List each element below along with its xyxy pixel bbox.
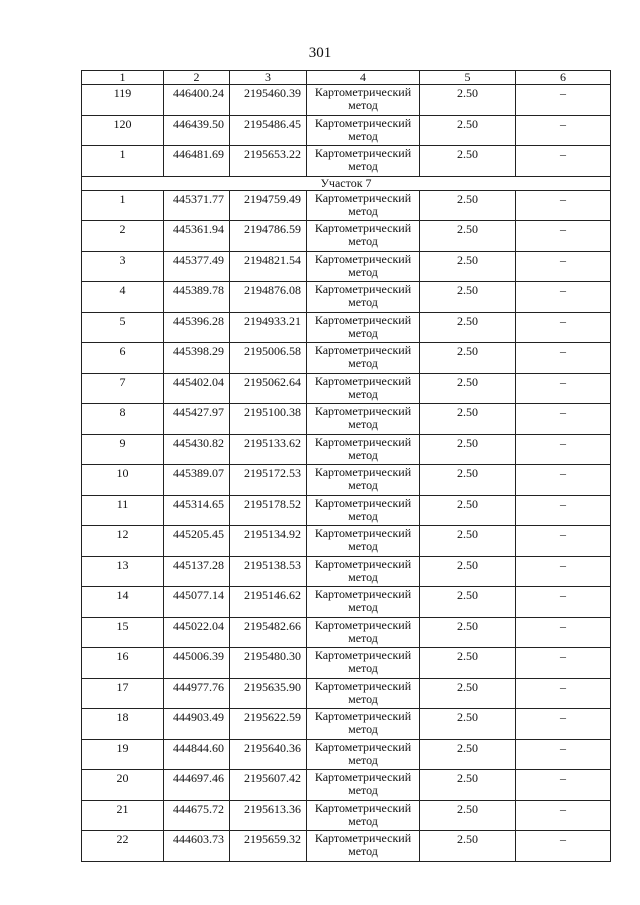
table-row — [82, 343, 611, 374]
column-header: 5 — [420, 71, 516, 85]
point-number-cell: 4 — [82, 282, 164, 313]
point-number-cell: 18 — [82, 709, 164, 740]
empty-value-cell: – — [516, 465, 611, 496]
table-row — [82, 251, 611, 282]
x-coordinate-cell: 446481.69 — [164, 146, 230, 177]
y-coordinate-cell: 2195134.92 — [230, 526, 307, 557]
empty-value-cell: – — [516, 343, 611, 374]
table-row — [82, 282, 611, 313]
empty-value-cell: – — [516, 404, 611, 435]
empty-value-cell: – — [516, 373, 611, 404]
y-coordinate-cell: 2195460.39 — [230, 85, 307, 116]
accuracy-cell: 2.50 — [420, 434, 516, 465]
table-row — [82, 115, 611, 146]
method-cell: Картометрический метод — [307, 465, 420, 496]
point-number-cell: 2 — [82, 221, 164, 252]
accuracy-cell: 2.50 — [420, 146, 516, 177]
table-row — [82, 190, 611, 221]
method-cell: Картометрический метод — [307, 587, 420, 618]
point-number-cell: 16 — [82, 648, 164, 679]
accuracy-cell: 2.50 — [420, 648, 516, 679]
point-number-cell: 6 — [82, 343, 164, 374]
empty-value-cell: – — [516, 526, 611, 557]
point-number-cell: 8 — [82, 404, 164, 435]
y-coordinate-cell: 2195653.22 — [230, 146, 307, 177]
column-header: 3 — [230, 71, 307, 85]
y-coordinate-cell: 2195635.90 — [230, 678, 307, 709]
y-coordinate-cell: 2195133.62 — [230, 434, 307, 465]
y-coordinate-cell: 2194876.08 — [230, 282, 307, 313]
point-number-cell: 17 — [82, 678, 164, 709]
empty-value-cell: – — [516, 190, 611, 221]
x-coordinate-cell: 444844.60 — [164, 739, 230, 770]
method-cell: Картометрический метод — [307, 85, 420, 116]
empty-value-cell: – — [516, 495, 611, 526]
point-number-cell: 21 — [82, 800, 164, 831]
accuracy-cell: 2.50 — [420, 800, 516, 831]
empty-value-cell: – — [516, 770, 611, 801]
empty-value-cell: – — [516, 434, 611, 465]
table-row — [82, 404, 611, 435]
y-coordinate-cell: 2195607.42 — [230, 770, 307, 801]
y-coordinate-cell: 2195659.32 — [230, 831, 307, 862]
empty-value-cell: – — [516, 115, 611, 146]
table-row — [82, 146, 611, 177]
x-coordinate-cell: 445371.77 — [164, 190, 230, 221]
point-number-cell: 5 — [82, 312, 164, 343]
point-number-cell: 3 — [82, 251, 164, 282]
method-cell: Картометрический метод — [307, 404, 420, 435]
column-number-header-row — [82, 71, 611, 85]
column-header: 1 — [82, 71, 164, 85]
x-coordinate-cell: 445398.29 — [164, 343, 230, 374]
method-cell: Картометрический метод — [307, 115, 420, 146]
y-coordinate-cell: 2195100.38 — [230, 404, 307, 435]
empty-value-cell: – — [516, 678, 611, 709]
point-number-cell: 14 — [82, 587, 164, 618]
method-cell: Картометрический метод — [307, 146, 420, 177]
accuracy-cell: 2.50 — [420, 190, 516, 221]
x-coordinate-cell: 445389.78 — [164, 282, 230, 313]
y-coordinate-cell: 2195172.53 — [230, 465, 307, 496]
y-coordinate-cell: 2195062.64 — [230, 373, 307, 404]
page-number: 301 — [308, 45, 332, 61]
point-number-cell: 12 — [82, 526, 164, 557]
method-cell: Картометрический метод — [307, 617, 420, 648]
empty-value-cell: – — [516, 587, 611, 618]
column-header: 4 — [307, 71, 420, 85]
method-cell: Картометрический метод — [307, 282, 420, 313]
empty-value-cell: – — [516, 648, 611, 679]
x-coordinate-cell: 446400.24 — [164, 85, 230, 116]
column-header: 2 — [164, 71, 230, 85]
accuracy-cell: 2.50 — [420, 251, 516, 282]
method-cell: Картометрический метод — [307, 251, 420, 282]
section-row — [82, 176, 611, 190]
table-row — [82, 617, 611, 648]
coordinates-table — [81, 70, 611, 862]
method-cell: Картометрический метод — [307, 312, 420, 343]
x-coordinate-cell: 445430.82 — [164, 434, 230, 465]
x-coordinate-cell: 445377.49 — [164, 251, 230, 282]
method-cell: Картометрический метод — [307, 526, 420, 557]
method-cell: Картометрический метод — [307, 343, 420, 374]
point-number-cell: 120 — [82, 115, 164, 146]
method-cell: Картометрический метод — [307, 800, 420, 831]
y-coordinate-cell: 2195486.45 — [230, 115, 307, 146]
x-coordinate-cell: 444603.73 — [164, 831, 230, 862]
point-number-cell: 11 — [82, 495, 164, 526]
y-coordinate-cell: 2195482.66 — [230, 617, 307, 648]
table-row — [82, 373, 611, 404]
section-title: Участок 7 — [82, 176, 611, 190]
y-coordinate-cell: 2195640.36 — [230, 739, 307, 770]
empty-value-cell: – — [516, 556, 611, 587]
method-cell: Картометрический метод — [307, 709, 420, 740]
table-row — [82, 648, 611, 679]
empty-value-cell: – — [516, 146, 611, 177]
method-cell: Картометрический метод — [307, 770, 420, 801]
table-row — [82, 434, 611, 465]
empty-value-cell: – — [516, 831, 611, 862]
accuracy-cell: 2.50 — [420, 465, 516, 496]
x-coordinate-cell: 445006.39 — [164, 648, 230, 679]
y-coordinate-cell: 2195622.59 — [230, 709, 307, 740]
x-coordinate-cell: 446439.50 — [164, 115, 230, 146]
table-row — [82, 495, 611, 526]
x-coordinate-cell: 445361.94 — [164, 221, 230, 252]
table-row — [82, 831, 611, 862]
table-row — [82, 709, 611, 740]
coordinates-table-body — [82, 71, 611, 862]
empty-value-cell: – — [516, 709, 611, 740]
point-number-cell: 7 — [82, 373, 164, 404]
point-number-cell: 15 — [82, 617, 164, 648]
method-cell: Картометрический метод — [307, 190, 420, 221]
accuracy-cell: 2.50 — [420, 678, 516, 709]
empty-value-cell: – — [516, 617, 611, 648]
table-row — [82, 770, 611, 801]
point-number-cell: 10 — [82, 465, 164, 496]
method-cell: Картометрический метод — [307, 556, 420, 587]
table-row — [82, 678, 611, 709]
table-row — [82, 221, 611, 252]
accuracy-cell: 2.50 — [420, 831, 516, 862]
point-number-cell: 9 — [82, 434, 164, 465]
table-row — [82, 739, 611, 770]
y-coordinate-cell: 2194759.49 — [230, 190, 307, 221]
table-row — [82, 85, 611, 116]
empty-value-cell: – — [516, 85, 611, 116]
y-coordinate-cell: 2195613.36 — [230, 800, 307, 831]
y-coordinate-cell: 2194786.59 — [230, 221, 307, 252]
accuracy-cell: 2.50 — [420, 617, 516, 648]
x-coordinate-cell: 445427.97 — [164, 404, 230, 435]
x-coordinate-cell: 445389.07 — [164, 465, 230, 496]
method-cell: Картометрический метод — [307, 434, 420, 465]
accuracy-cell: 2.50 — [420, 495, 516, 526]
method-cell: Картометрический метод — [307, 739, 420, 770]
y-coordinate-cell: 2195006.58 — [230, 343, 307, 374]
x-coordinate-cell: 444675.72 — [164, 800, 230, 831]
x-coordinate-cell: 445205.45 — [164, 526, 230, 557]
y-coordinate-cell: 2195178.52 — [230, 495, 307, 526]
empty-value-cell: – — [516, 282, 611, 313]
accuracy-cell: 2.50 — [420, 115, 516, 146]
accuracy-cell: 2.50 — [420, 312, 516, 343]
x-coordinate-cell: 445314.65 — [164, 495, 230, 526]
accuracy-cell: 2.50 — [420, 709, 516, 740]
accuracy-cell: 2.50 — [420, 221, 516, 252]
y-coordinate-cell: 2195146.62 — [230, 587, 307, 618]
y-coordinate-cell: 2195138.53 — [230, 556, 307, 587]
y-coordinate-cell: 2195480.30 — [230, 648, 307, 679]
method-cell: Картометрический метод — [307, 495, 420, 526]
method-cell: Картометрический метод — [307, 648, 420, 679]
accuracy-cell: 2.50 — [420, 587, 516, 618]
x-coordinate-cell: 444977.76 — [164, 678, 230, 709]
x-coordinate-cell: 445402.04 — [164, 373, 230, 404]
method-cell: Картометрический метод — [307, 221, 420, 252]
point-number-cell: 1 — [82, 146, 164, 177]
method-cell: Картометрический метод — [307, 373, 420, 404]
empty-value-cell: – — [516, 251, 611, 282]
empty-value-cell: – — [516, 221, 611, 252]
empty-value-cell: – — [516, 739, 611, 770]
table-row — [82, 312, 611, 343]
x-coordinate-cell: 444697.46 — [164, 770, 230, 801]
y-coordinate-cell: 2194821.54 — [230, 251, 307, 282]
accuracy-cell: 2.50 — [420, 85, 516, 116]
x-coordinate-cell: 445077.14 — [164, 587, 230, 618]
table-row — [82, 526, 611, 557]
method-cell: Картометрический метод — [307, 678, 420, 709]
table-row — [82, 556, 611, 587]
point-number-cell: 1 — [82, 190, 164, 221]
x-coordinate-cell: 445137.28 — [164, 556, 230, 587]
x-coordinate-cell: 444903.49 — [164, 709, 230, 740]
accuracy-cell: 2.50 — [420, 373, 516, 404]
table-row — [82, 800, 611, 831]
x-coordinate-cell: 445396.28 — [164, 312, 230, 343]
accuracy-cell: 2.50 — [420, 556, 516, 587]
empty-value-cell: – — [516, 800, 611, 831]
table-row — [82, 465, 611, 496]
point-number-cell: 20 — [82, 770, 164, 801]
accuracy-cell: 2.50 — [420, 282, 516, 313]
y-coordinate-cell: 2194933.21 — [230, 312, 307, 343]
point-number-cell: 13 — [82, 556, 164, 587]
accuracy-cell: 2.50 — [420, 343, 516, 374]
method-cell: Картометрический метод — [307, 831, 420, 862]
table-row — [82, 587, 611, 618]
point-number-cell: 19 — [82, 739, 164, 770]
column-header: 6 — [516, 71, 611, 85]
point-number-cell: 22 — [82, 831, 164, 862]
accuracy-cell: 2.50 — [420, 404, 516, 435]
x-coordinate-cell: 445022.04 — [164, 617, 230, 648]
accuracy-cell: 2.50 — [420, 526, 516, 557]
point-number-cell: 119 — [82, 85, 164, 116]
accuracy-cell: 2.50 — [420, 770, 516, 801]
empty-value-cell: – — [516, 312, 611, 343]
accuracy-cell: 2.50 — [420, 739, 516, 770]
